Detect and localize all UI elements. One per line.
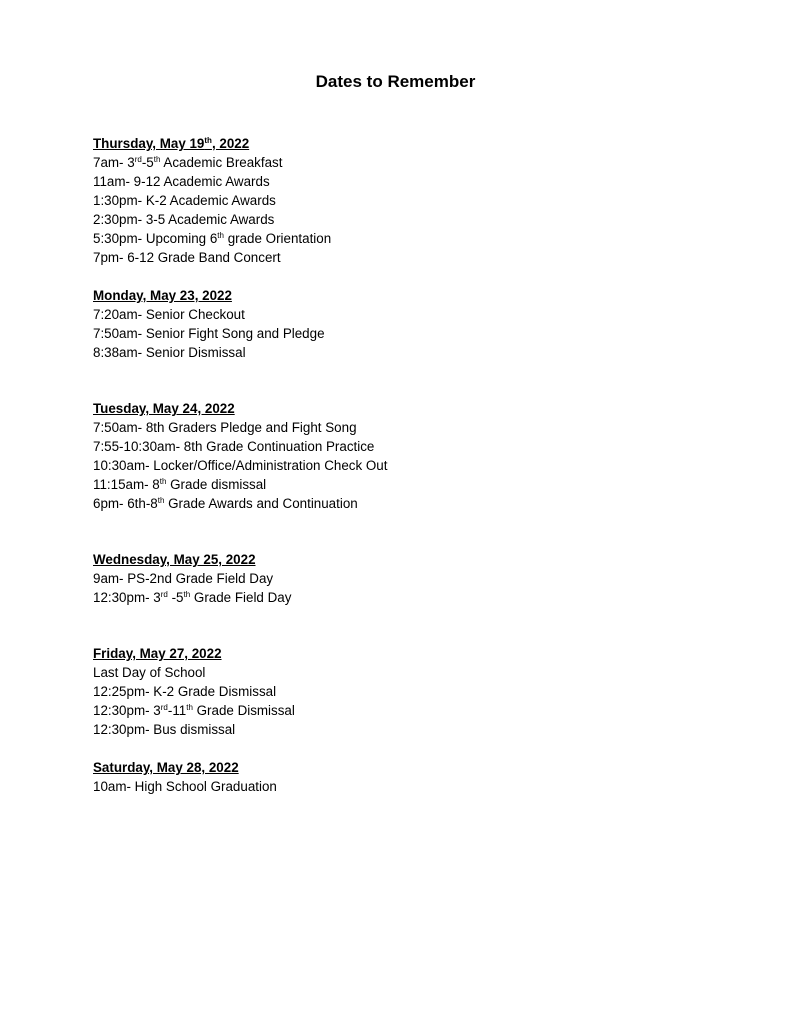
ordinal-suffix: th	[186, 703, 193, 712]
event-text: 9am- PS-2nd Grade Field Day	[93, 571, 274, 586]
event-text: 8:38am- Senior Dismissal	[93, 345, 246, 360]
date-heading-text: Wednesday, May 25, 2022	[93, 552, 256, 567]
date-heading	[93, 134, 713, 153]
event-text: -5	[141, 155, 154, 170]
event-text: 7:50am- 8th Graders Pledge and Fight Song	[93, 420, 357, 435]
section-spacer	[93, 362, 713, 399]
event-item	[93, 437, 713, 456]
date-heading-text: Saturday, May 28, 2022	[93, 760, 239, 775]
event-text: 12:30pm- Bus dismissal	[93, 722, 236, 737]
date-section	[93, 644, 713, 739]
event-item	[93, 494, 713, 513]
event-item	[93, 701, 713, 720]
event-text: 7:50am- Senior Fight Song and Pledge	[93, 326, 325, 341]
date-section	[93, 399, 713, 513]
event-item	[93, 456, 713, 475]
event-item	[93, 475, 713, 494]
event-text: Academic Breakfast	[160, 155, 283, 170]
ordinal-suffix: th	[217, 231, 224, 240]
event-text: 7pm- 6-12 Grade Band Concert	[93, 250, 281, 265]
page-title: Dates to Remember	[315, 72, 476, 91]
event-item	[93, 569, 713, 588]
event-text: -11	[167, 703, 187, 718]
date-section	[93, 134, 713, 267]
event-list	[93, 134, 713, 796]
section-spacer	[93, 607, 713, 644]
date-section	[93, 550, 713, 607]
event-text: -5	[167, 590, 184, 605]
event-item	[93, 663, 713, 682]
event-text: grade Orientation	[223, 231, 332, 246]
event-item	[93, 248, 713, 267]
event-item	[93, 777, 713, 796]
event-text: 11am- 9-12 Academic Awards	[93, 174, 270, 189]
event-item	[93, 305, 713, 324]
date-heading	[93, 758, 713, 777]
event-text: 12:30pm- 3	[93, 703, 161, 718]
event-text: 5:30pm- Upcoming 6	[93, 231, 218, 246]
section-spacer	[93, 739, 713, 758]
event-item	[93, 418, 713, 437]
ordinal-suffix: th	[159, 477, 167, 486]
ordinal-suffix: rd	[160, 590, 168, 599]
date-heading	[93, 550, 713, 569]
ordinal-suffix: rd	[134, 155, 142, 164]
event-text: 6pm- 6th-8	[93, 496, 158, 511]
ordinal-suffix: th	[183, 590, 191, 599]
date-heading	[93, 644, 713, 663]
ordinal-suffix: rd	[160, 703, 168, 712]
event-item	[93, 343, 713, 362]
event-text: 12:25pm- K-2 Grade Dismissal	[93, 684, 277, 699]
event-item	[93, 682, 713, 701]
event-text: 7am- 3	[93, 155, 135, 170]
date-heading-year: , 2022	[211, 136, 250, 151]
date-heading-text: Tuesday, May 24, 2022	[93, 401, 235, 416]
date-section	[93, 286, 713, 362]
date-section	[93, 758, 713, 796]
event-text: 2:30pm- 3-5 Academic Awards	[93, 212, 275, 227]
ordinal-suffix: th	[157, 496, 165, 505]
event-text: Grade Awards and Continuation	[164, 496, 358, 511]
event-item	[93, 172, 713, 191]
event-text: Grade Dismissal	[192, 703, 295, 718]
event-item	[93, 191, 713, 210]
event-text: 12:30pm- 3	[93, 590, 161, 605]
section-spacer	[93, 513, 713, 550]
date-heading-text: Monday, May 23, 2022	[93, 288, 232, 303]
event-item	[93, 210, 713, 229]
event-text: 10am- High School Graduation	[93, 779, 277, 794]
date-heading	[93, 286, 713, 305]
event-text: 1:30pm- K-2 Academic Awards	[93, 193, 276, 208]
event-text: 7:55-10:30am- 8th Grade Continuation Practice	[93, 439, 375, 454]
event-item	[93, 229, 713, 248]
date-heading-text: Thursday, May 19	[93, 136, 205, 151]
event-item	[93, 324, 713, 343]
section-spacer	[93, 267, 713, 286]
event-text: 11:15am- 8	[93, 477, 160, 492]
date-heading-text: Friday, May 27, 2022	[93, 646, 222, 661]
event-text: Grade Field Day	[190, 590, 292, 605]
ordinal-suffix: th	[153, 155, 161, 164]
date-heading	[93, 399, 713, 418]
event-text: Grade dismissal	[166, 477, 267, 492]
event-text: 10:30am- Locker/Office/Administration Check Out	[93, 458, 388, 473]
ordinal-suffix: th	[204, 136, 212, 145]
event-item	[93, 720, 713, 739]
event-item	[93, 153, 713, 172]
event-text: Last Day of School	[93, 665, 206, 680]
event-item	[93, 588, 713, 607]
event-text: 7:20am- Senior Checkout	[93, 307, 245, 322]
